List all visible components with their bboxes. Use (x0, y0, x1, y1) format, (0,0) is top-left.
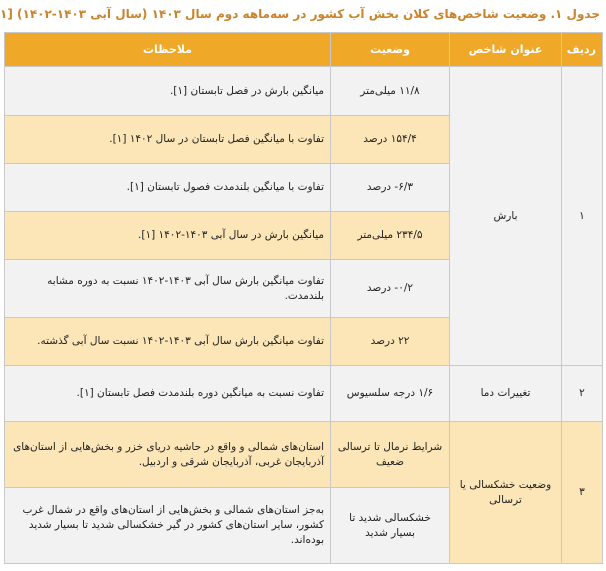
table-row (5, 366, 603, 422)
indicators-table (4, 32, 603, 564)
status-cell: ۱/۶ درجه سلسیوس (331, 366, 450, 422)
note-cell: میانگین بارش در فصل تابستان [۱]. (5, 67, 331, 116)
note-cell: به‌جز استان‌های شمالی و بخش‌هایی از استان‌های واقع در شمال غرب کشور، سایر استان‌های کشور در گیر خشکسالی شدید تا بسیار شدید بوده‌اند. (5, 488, 331, 564)
row-number-cell: ۳ (562, 422, 603, 564)
table-row (5, 67, 603, 116)
status-cell: ۲۳۴/۵ میلی‌متر (331, 212, 450, 260)
indicator-cell: بارش (450, 67, 562, 366)
header-status: وضعیت (331, 33, 450, 67)
table-caption: جدول ۱. وضعیت شاخص‌های کلان بخش آب کشور در سه‌ماهه دوم سال ۱۴۰۳ (سال آبی ۱۴۰۳-۱۴۰۲) [۱ (0, 7, 600, 21)
note-cell: تفاوت با میانگین بلندمدت فصول تابستان [۱]. (5, 164, 331, 212)
status-cell: خشکسالی شدید تا بسیار شدید (331, 488, 450, 564)
indicator-cell: تغییرات دما (450, 366, 562, 422)
table-row (5, 422, 603, 488)
header-indicator: عنوان شاخص (450, 33, 562, 67)
indicator-cell: وضعیت خشکسالی یا ترسالی (450, 422, 562, 564)
status-cell: ۱۱/۸ میلی‌متر (331, 67, 450, 116)
status-cell: شرایط نرمال تا ترسالی ضعیف (331, 422, 450, 488)
status-cell: ۰/۲- درصد (331, 260, 450, 318)
note-cell: تفاوت میانگین بارش سال آبی ۱۴۰۳-۱۴۰۲ نسبت سال آبی گذشته. (5, 318, 331, 366)
status-cell: ۶/۳- درصد (331, 164, 450, 212)
note-cell: استان‌های شمالی و واقع در حاشیه دریای خزر و بخش‌هایی از استان‌های آذربایجان غربی، آذربایجان شرقی و اردبیل. (5, 422, 331, 488)
header-row (5, 33, 603, 67)
data-table-container (4, 32, 602, 564)
note-cell: میانگین بارش در سال آبی ۱۴۰۳-۱۴۰۲ [۱]. (5, 212, 331, 260)
note-cell: تفاوت با میانگین فصل تابستان در سال ۱۴۰۲ [۱]. (5, 116, 331, 164)
row-number-cell: ۲ (562, 366, 603, 422)
status-cell: ۲۲ درصد (331, 318, 450, 366)
header-notes: ملاحظات (5, 33, 331, 67)
status-cell: ۱۵۴/۴ درصد (331, 116, 450, 164)
row-number-cell: ۱ (562, 67, 603, 366)
note-cell: تفاوت نسبت به میانگین دوره بلندمدت فصل تابستان [۱]. (5, 366, 331, 422)
header-row-number: ردیف (562, 33, 603, 67)
note-cell: تفاوت میانگین بارش سال آبی ۱۴۰۳-۱۴۰۲ نسبت به دوره مشابه بلندمدت. (5, 260, 331, 318)
